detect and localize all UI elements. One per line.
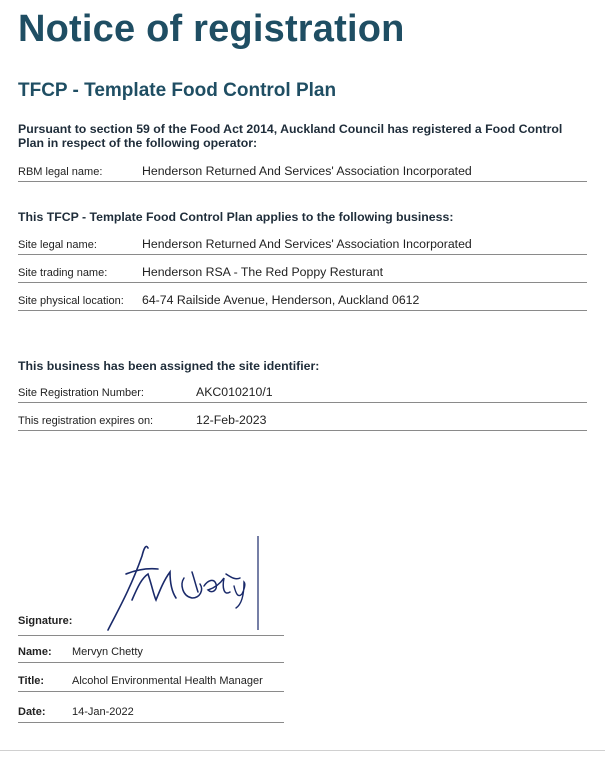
page-title: Notice of registration [18,8,405,50]
expiry-label: This registration expires on: [18,415,154,427]
site-trading-name-row [18,262,587,283]
site-trading-name-label: Site trading name: [18,267,108,279]
signatory-title-value: Alcohol Environmental Health Manager [72,675,263,687]
signatory-title-label: Title: [18,675,45,687]
signature-date-label: Date: [18,706,46,718]
plan-subtitle: TFCP - Template Food Control Plan [18,80,337,101]
signatory-name-label: Name: [18,646,52,658]
registration-number-value: AKC010210/1 [196,385,273,399]
site-trading-name-value: Henderson RSA - The Red Poppy Resturant [142,265,384,279]
signatory-name-row [18,640,284,663]
site-legal-name-row [18,234,587,255]
site-location-row [18,290,587,311]
rbm-legal-name-value: Henderson Returned And Services' Association Incorporated [142,164,472,178]
site-legal-name-label: Site legal name: [18,239,97,251]
site-legal-name-value: Henderson Returned And Services' Association Incorporated [142,237,472,251]
expiry-value: 12-Feb-2023 [196,413,267,427]
handwritten-signature [96,534,266,634]
registration-number-row [18,382,587,403]
signature-date-row [18,700,284,723]
expiry-row [18,410,587,431]
signatory-title-row [18,669,284,692]
page-bottom-divider [0,750,605,751]
rbm-legal-name-row [18,161,587,182]
signatory-name-value: Mervyn Chetty [72,646,143,658]
rbm-legal-name-label: RBM legal name: [18,166,103,178]
registration-number-label: Site Registration Number: [18,387,144,399]
signature-line [18,635,284,636]
identifier-heading: This business has been assigned the site identifier: [18,359,320,373]
site-location-value: 64-74 Railside Avenue, Henderson, Auckland 0612 [142,293,420,307]
business-heading: This TFCP - Template Food Control Plan applies to the following business: [18,210,454,224]
site-location-label: Site physical location: [18,295,124,307]
signature-label: Signature: [18,615,73,627]
intro-paragraph: Pursuant to section 59 of the Food Act 2014, Auckland Council has registered a Food Control Plan in respect of the following operator: [18,122,563,150]
signature-date-value: 14-Jan-2022 [72,706,134,718]
